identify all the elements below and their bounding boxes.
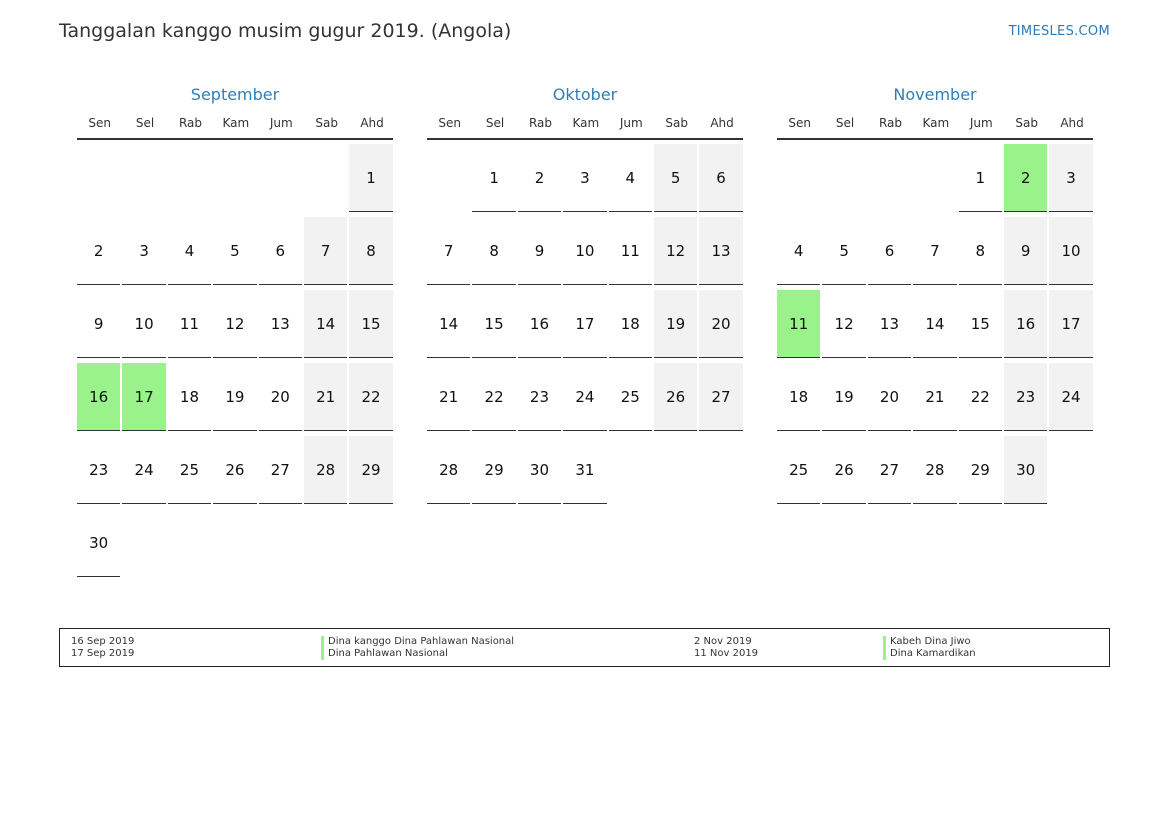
- weekday-label: Jum: [269, 116, 293, 130]
- weekday-label: Kam: [572, 116, 600, 130]
- day-cell: 16: [518, 290, 561, 358]
- day-cell: 13: [868, 290, 911, 358]
- day-cell: 2: [518, 144, 561, 212]
- day-cell: 21: [304, 363, 347, 431]
- day-cell: 17: [1049, 290, 1092, 358]
- day-cell: 16: [1004, 290, 1047, 358]
- day-cell: 12: [213, 290, 256, 358]
- week-row: [77, 290, 393, 363]
- day-cell: 2: [77, 217, 120, 285]
- day-cell: 27: [259, 436, 302, 504]
- month-november: [777, 84, 1093, 509]
- weekday-label: Jum: [619, 116, 643, 130]
- day-cell: 29: [472, 436, 515, 504]
- week-row: [427, 290, 743, 363]
- day-cell: 9: [1004, 217, 1047, 285]
- day-cell: 19: [213, 363, 256, 431]
- day-cell: 16: [77, 363, 120, 431]
- weekday-label: Ahd: [710, 116, 734, 130]
- day-cell: 23: [77, 436, 120, 504]
- legend-date: 16 Sep 2019: [71, 636, 135, 647]
- week-row: [77, 217, 393, 290]
- day-cell: 25: [168, 436, 211, 504]
- day-cell: 18: [609, 290, 652, 358]
- day-cell: 26: [822, 436, 865, 504]
- day-cell: 14: [427, 290, 470, 358]
- month-name: Oktober: [552, 85, 618, 104]
- week-row: [427, 363, 743, 436]
- day-cell: 8: [349, 217, 392, 285]
- day-cell: 13: [699, 217, 742, 285]
- day-cell: 7: [913, 217, 956, 285]
- empty-day-cell: [1049, 436, 1092, 504]
- day-cell: 11: [168, 290, 211, 358]
- day-cell: 15: [472, 290, 515, 358]
- weekday-label: Sab: [665, 116, 688, 130]
- day-cell: 24: [563, 363, 606, 431]
- empty-day-cell: [654, 436, 697, 504]
- day-cell: 14: [304, 290, 347, 358]
- empty-day-cell: [304, 144, 347, 212]
- day-cell: 19: [822, 363, 865, 431]
- day-cell: 17: [122, 363, 165, 431]
- day-cell: 10: [1049, 217, 1092, 285]
- day-cell: 10: [122, 290, 165, 358]
- day-cell: 23: [518, 363, 561, 431]
- day-cell: 1: [349, 144, 392, 212]
- day-cell: 10: [563, 217, 606, 285]
- weekday-label: Sel: [835, 116, 855, 130]
- weekday-header: [777, 115, 1093, 140]
- empty-day-cell: [699, 436, 742, 504]
- day-cell: 21: [427, 363, 470, 431]
- month-september: [77, 84, 393, 582]
- day-cell: 7: [427, 217, 470, 285]
- day-cell: 12: [822, 290, 865, 358]
- weekday-label: Rab: [528, 116, 552, 130]
- weekday-label: Sen: [88, 116, 111, 130]
- empty-day-cell: [122, 144, 165, 212]
- day-cell: 2: [1004, 144, 1047, 212]
- day-cell: 4: [168, 217, 211, 285]
- week-row: [77, 144, 393, 217]
- day-cell: 22: [349, 363, 392, 431]
- empty-day-cell: [259, 509, 302, 577]
- day-cell: 15: [959, 290, 1002, 358]
- empty-day-cell: [304, 509, 347, 577]
- empty-day-cell: [122, 509, 165, 577]
- weekday-label: Jum: [969, 116, 993, 130]
- day-cell: 6: [259, 217, 302, 285]
- week-row: [777, 436, 1093, 509]
- day-cell: 8: [959, 217, 1002, 285]
- month-name: November: [893, 85, 977, 104]
- week-row: [427, 144, 743, 217]
- day-cell: 17: [563, 290, 606, 358]
- holiday-legend: [59, 628, 1110, 667]
- day-cell: 25: [777, 436, 820, 504]
- day-cell: 6: [699, 144, 742, 212]
- week-row: [777, 363, 1093, 436]
- day-cell: 18: [777, 363, 820, 431]
- day-cell: 5: [822, 217, 865, 285]
- empty-day-cell: [168, 509, 211, 577]
- day-cell: 12: [654, 217, 697, 285]
- week-row: [777, 290, 1093, 363]
- empty-day-cell: [427, 144, 470, 212]
- empty-day-cell: [213, 509, 256, 577]
- legend-holiday-name: Kabeh Dina Jiwo: [883, 636, 971, 648]
- day-cell: 20: [259, 363, 302, 431]
- month-grid: [427, 144, 743, 509]
- day-cell: 13: [259, 290, 302, 358]
- day-cell: 29: [349, 436, 392, 504]
- empty-day-cell: [609, 436, 652, 504]
- day-cell: 27: [868, 436, 911, 504]
- day-cell: 11: [777, 290, 820, 358]
- day-cell: 11: [609, 217, 652, 285]
- page-title: Tanggalan kanggo musim gugur 2019. (Angola): [59, 20, 512, 42]
- empty-day-cell: [168, 144, 211, 212]
- day-cell: 29: [959, 436, 1002, 504]
- day-cell: 18: [168, 363, 211, 431]
- day-cell: 30: [518, 436, 561, 504]
- month-name: September: [190, 85, 280, 104]
- day-cell: 9: [518, 217, 561, 285]
- day-cell: 19: [654, 290, 697, 358]
- weekday-label: Sel: [135, 116, 155, 130]
- empty-day-cell: [259, 144, 302, 212]
- day-cell: 9: [77, 290, 120, 358]
- day-cell: 24: [1049, 363, 1092, 431]
- weekday-label: Sen: [788, 116, 811, 130]
- day-cell: 23: [1004, 363, 1047, 431]
- month-grid: [777, 144, 1093, 509]
- day-cell: 3: [1049, 144, 1092, 212]
- day-cell: 21: [913, 363, 956, 431]
- legend-holiday-name: Dina Kamardikan: [883, 648, 976, 660]
- day-cell: 28: [304, 436, 347, 504]
- weekday-label: Kam: [222, 116, 250, 130]
- day-cell: 20: [699, 290, 742, 358]
- legend-date: 11 Nov 2019: [694, 648, 759, 659]
- day-cell: 6: [868, 217, 911, 285]
- day-cell: 30: [1004, 436, 1047, 504]
- day-cell: 15: [349, 290, 392, 358]
- day-cell: 25: [609, 363, 652, 431]
- day-cell: 22: [959, 363, 1002, 431]
- week-row: [427, 436, 743, 509]
- day-cell: 3: [563, 144, 606, 212]
- day-cell: 1: [959, 144, 1002, 212]
- empty-day-cell: [822, 144, 865, 212]
- site-link[interactable]: TIMESLES.COM: [1008, 24, 1110, 39]
- empty-day-cell: [913, 144, 956, 212]
- day-cell: 22: [472, 363, 515, 431]
- day-cell: 24: [122, 436, 165, 504]
- weekday-label: Ahd: [1060, 116, 1084, 130]
- empty-day-cell: [77, 144, 120, 212]
- weekday-header: [427, 115, 743, 140]
- week-row: [77, 363, 393, 436]
- week-row: [777, 144, 1093, 217]
- day-cell: 27: [699, 363, 742, 431]
- weekday-label: Rab: [878, 116, 902, 130]
- weekday-label: Ahd: [360, 116, 384, 130]
- weekday-header: [77, 115, 393, 140]
- weekday-label: Rab: [178, 116, 202, 130]
- legend-date: 2 Nov 2019: [694, 636, 752, 647]
- day-cell: 5: [213, 217, 256, 285]
- legend-holiday-name: Dina kanggo Dina Pahlawan Nasional: [321, 636, 514, 648]
- day-cell: 26: [213, 436, 256, 504]
- month-oktober: [427, 84, 743, 509]
- empty-day-cell: [777, 144, 820, 212]
- weekday-label: Sel: [485, 116, 505, 130]
- day-cell: 20: [868, 363, 911, 431]
- day-cell: 30: [77, 509, 120, 577]
- weekday-label: Kam: [922, 116, 950, 130]
- weekday-label: Sab: [315, 116, 338, 130]
- day-cell: 7: [304, 217, 347, 285]
- week-row: [77, 509, 393, 582]
- legend-holiday-name: Dina Pahlawan Nasional: [321, 648, 448, 660]
- empty-day-cell: [349, 509, 392, 577]
- legend-date: 17 Sep 2019: [71, 648, 135, 659]
- weekday-label: Sen: [438, 116, 461, 130]
- week-row: [427, 217, 743, 290]
- day-cell: 8: [472, 217, 515, 285]
- week-row: [77, 436, 393, 509]
- day-cell: 28: [427, 436, 470, 504]
- day-cell: 4: [609, 144, 652, 212]
- day-cell: 26: [654, 363, 697, 431]
- week-row: [777, 217, 1093, 290]
- day-cell: 1: [472, 144, 515, 212]
- day-cell: 28: [913, 436, 956, 504]
- empty-day-cell: [213, 144, 256, 212]
- day-cell: 14: [913, 290, 956, 358]
- empty-day-cell: [868, 144, 911, 212]
- day-cell: 31: [563, 436, 606, 504]
- day-cell: 5: [654, 144, 697, 212]
- weekday-label: Sab: [1015, 116, 1038, 130]
- month-grid: [77, 144, 393, 582]
- day-cell: 3: [122, 217, 165, 285]
- day-cell: 4: [777, 217, 820, 285]
